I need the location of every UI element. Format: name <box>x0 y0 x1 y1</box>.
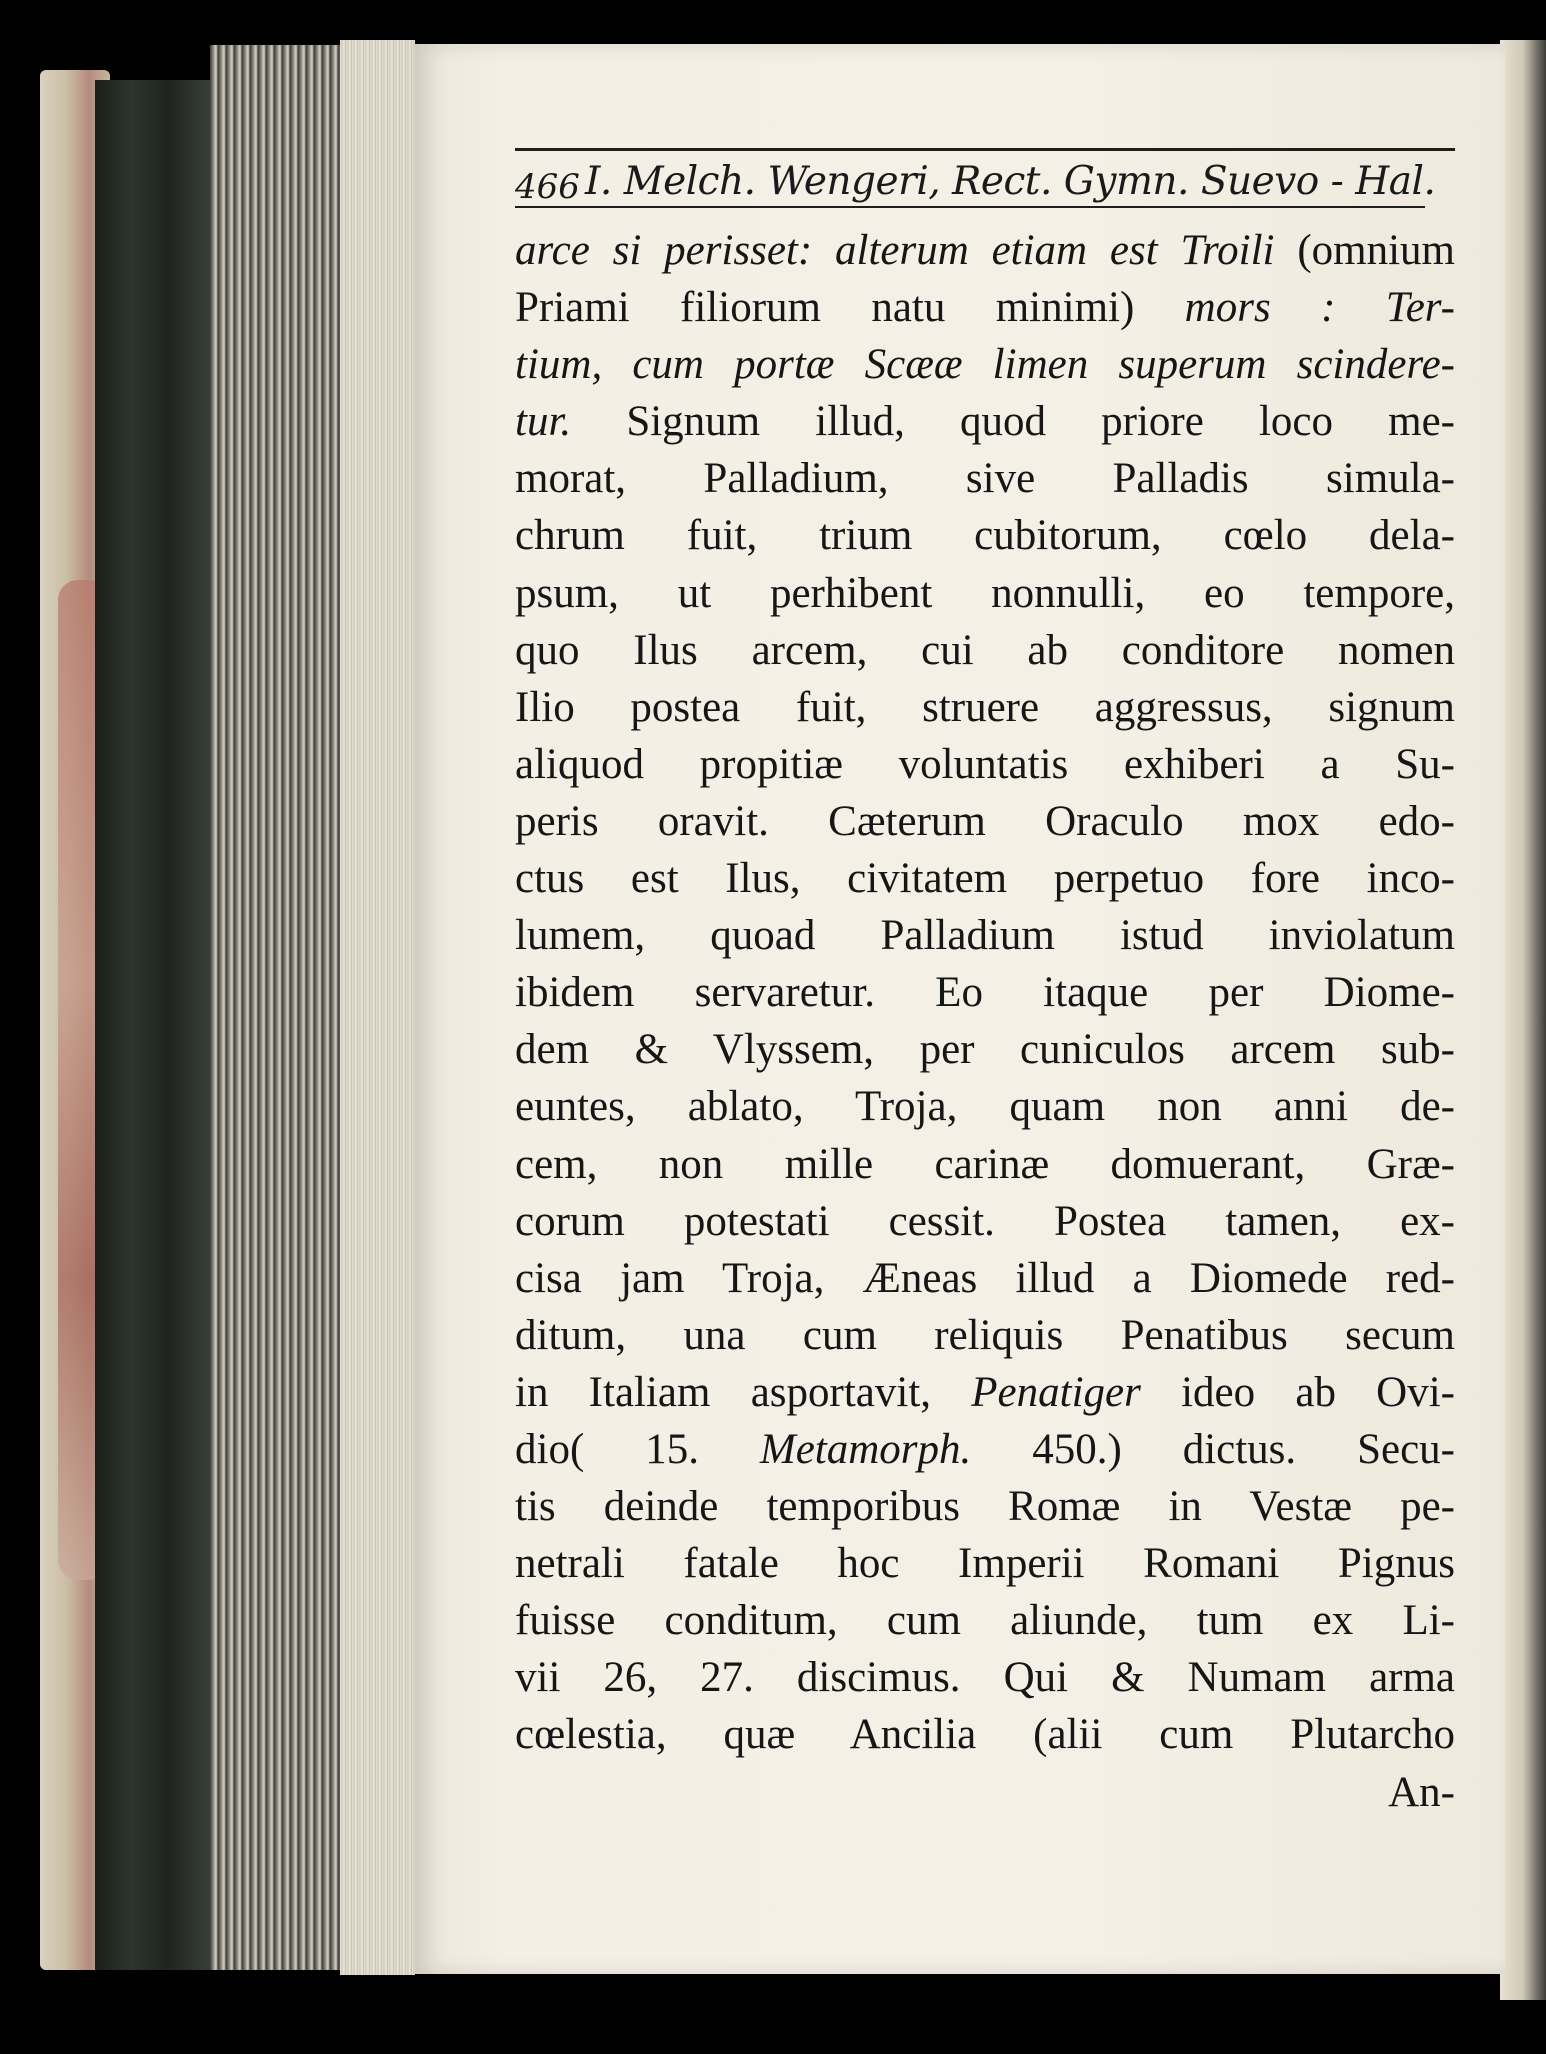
text-run: morat, Palladium, sive Palladis simula- <box>515 455 1455 503</box>
text-run: cœlestia, quæ Ancilia (alii cum Plutarcho <box>515 1711 1455 1759</box>
text-run: ditum, una cum reliquis Penatibus secum <box>515 1311 1455 1359</box>
text-run: peris oravit. Cæterum Oraculo mox edo- <box>515 797 1455 845</box>
text-line <box>515 507 1455 564</box>
text-run: netrali fatale hoc Imperii Romani Pignus <box>515 1540 1455 1588</box>
text-run: lumem, quoad Palladium istud inviolatum <box>515 912 1455 960</box>
text-run: ideo ab Ovi- <box>1140 1368 1455 1416</box>
text-line <box>515 907 1455 964</box>
text-run: dio( 15. <box>515 1425 760 1473</box>
text-run: 450.) dictus. Secu- <box>971 1425 1455 1473</box>
page-number: 466 <box>515 167 580 207</box>
text-line <box>515 1078 1455 1135</box>
text-line <box>515 279 1455 336</box>
text-line <box>515 565 1455 622</box>
text-line <box>515 679 1455 736</box>
text-line <box>515 1193 1455 1250</box>
text-line <box>515 1706 1455 1763</box>
text-run: cisa jam Troja, Æneas illud a Diomede red- <box>515 1254 1455 1302</box>
text-run: tur. <box>515 398 572 446</box>
text-line <box>515 622 1455 679</box>
text-run: in Italiam asportavit, <box>515 1368 972 1416</box>
text-run: vii 26, 27. discimus. Qui & Numam arma <box>515 1654 1455 1702</box>
text-run: Ilio postea fuit, struere aggressus, signum <box>515 683 1455 731</box>
text-line <box>515 336 1455 393</box>
text-run: chrum fuit, trium cubitorum, cœlo dela- <box>515 512 1455 560</box>
body-text <box>515 222 1455 1821</box>
text-run: ctus est Ilus, civitatem perpetuo fore inco- <box>515 855 1455 903</box>
text-run: ibidem servaretur. Eo itaque per Diome- <box>515 969 1455 1017</box>
text-run: tium, cum portæ Scææ limen superum scindere- <box>515 341 1455 389</box>
text-line <box>515 222 1455 279</box>
text-line <box>515 1250 1455 1307</box>
text-line <box>515 1307 1455 1364</box>
text-line <box>515 1364 1455 1421</box>
text-run: quo Ilus arcem, cui ab conditore nomen <box>515 626 1455 674</box>
text-run: mors : Ter- <box>1184 284 1456 332</box>
text-run: Priami filiorum natu minimi) <box>515 284 1185 332</box>
text-line <box>515 1021 1455 1078</box>
page-stack-light <box>340 40 415 1975</box>
text-run: corum potestati cessit. Postea tamen, ex- <box>515 1197 1455 1245</box>
text-run: Penatiger <box>971 1368 1141 1416</box>
text-line <box>515 1649 1455 1706</box>
header-rule <box>515 206 1425 208</box>
text-run: (omnium <box>1274 227 1455 274</box>
text-run: Metamorph. <box>759 1425 972 1473</box>
text-line <box>515 736 1455 793</box>
text-run: psum, ut perhibent nonnulli, eo tempore, <box>515 569 1455 617</box>
text-line <box>515 450 1455 507</box>
text-run: Signum illud, quod priore loco me- <box>571 398 1455 446</box>
page-header <box>515 148 1455 207</box>
text-run: arce si perisset: alterum etiam est Troili <box>515 227 1275 274</box>
catchword: An- <box>1388 1768 1455 1816</box>
text-run: dem & Vlyssem, per cuniculos arcem sub- <box>515 1026 1455 1074</box>
text-run: fuisse conditum, cum aliunde, tum ex Li- <box>515 1597 1455 1645</box>
text-line <box>515 1478 1455 1535</box>
text-run: cem, non mille carinæ domuerant, Græ- <box>515 1140 1455 1188</box>
text-line <box>515 1535 1455 1592</box>
text-run: aliquod propitiæ voluntatis exhiberi a Su- <box>515 740 1455 788</box>
text-line <box>515 1136 1455 1193</box>
text-run: tis deinde temporibus Romæ in Vestæ pe- <box>515 1483 1455 1531</box>
book-fore-edge <box>95 80 215 1970</box>
text-line <box>515 1592 1455 1649</box>
text-line <box>515 964 1455 1021</box>
text-run: euntes, ablato, Troja, quam non anni de- <box>515 1083 1455 1131</box>
text-line <box>515 850 1455 907</box>
text-line <box>515 793 1455 850</box>
text-line <box>515 1421 1455 1478</box>
text-line <box>515 393 1455 450</box>
running-head: I. Melch. Wengeri, Rect. Gymn. Suevo - Hal. <box>585 159 1436 204</box>
facing-page-edge <box>1500 40 1546 2000</box>
